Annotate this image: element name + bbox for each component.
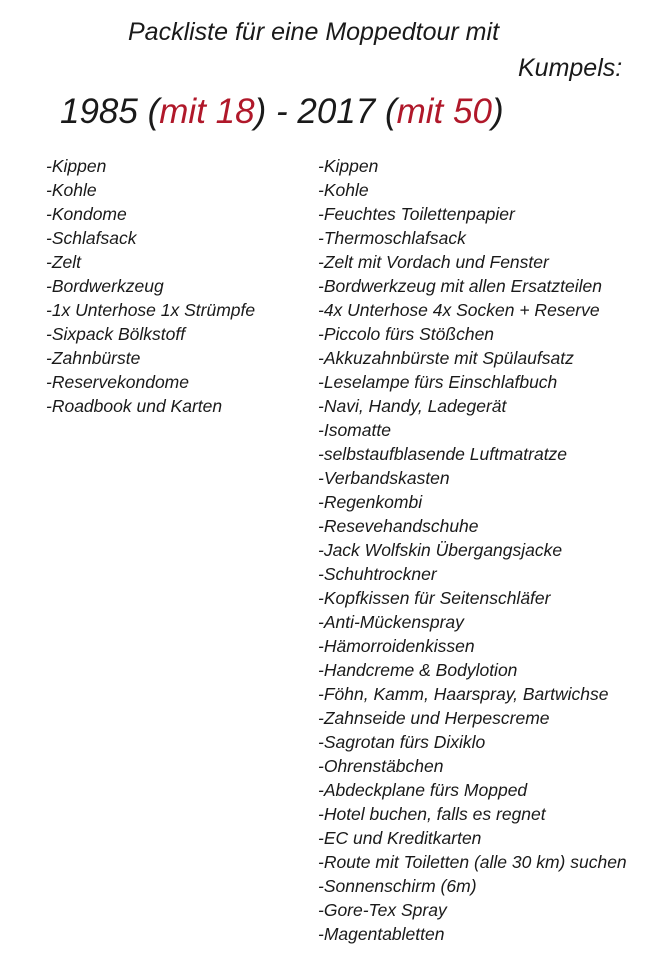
- list-item: -Sagrotan fürs Dixiklo: [318, 732, 486, 752]
- list-item: -Kondome: [46, 204, 127, 224]
- list-item: -Schlafsack: [46, 228, 137, 248]
- year-2017: 2017: [297, 92, 376, 131]
- list-item: -Bordwerkzeug: [46, 276, 164, 296]
- list-item: -Zelt mit Vordach und Fenster: [318, 252, 549, 272]
- list-item: -EC und Kreditkarten: [318, 828, 482, 848]
- list-item: -Feuchtes Toilettenpapier: [318, 204, 515, 224]
- list-item: -Gore-Tex Spray: [318, 900, 447, 920]
- list-item: -Föhn, Kamm, Haarspray, Bartwichse: [318, 684, 609, 704]
- list-item: -Navi, Handy, Ladegerät: [318, 396, 507, 416]
- list-item: -4x Unterhose 4x Socken + Reserve: [318, 300, 600, 320]
- list-item: -Isomatte: [318, 420, 391, 440]
- list-item: -Roadbook und Karten: [46, 396, 223, 416]
- packlist-2017: [318, 154, 627, 946]
- list-item: -Verbandskasten: [318, 468, 450, 488]
- list-item: -Kohle: [46, 180, 97, 200]
- list-item: -Sixpack Bölkstoff: [46, 324, 186, 344]
- list-item: -selbstaufblasende Luftmatratze: [318, 444, 568, 464]
- year-1985: 1985: [60, 92, 138, 131]
- list-item: -Schuhtrockner: [318, 564, 437, 584]
- list-item: -Abdeckplane fürs Mopped: [318, 780, 528, 800]
- list-item: -Zahnseide und Herpescreme: [318, 708, 550, 728]
- list-item: -Handcreme & Bodylotion: [318, 660, 518, 680]
- list-item: -Akkuzahnbürste mit Spülaufsatz: [318, 348, 574, 368]
- title-line-2: Kumpels:: [518, 54, 623, 82]
- list-item: -Kopfkissen für Seitenschläfer: [318, 588, 551, 608]
- list-item: -Magentabletten: [318, 924, 445, 944]
- list-item: -Zahnbürste: [46, 348, 141, 368]
- list-item: -Zelt: [46, 252, 81, 272]
- list-item: -Hämorroidenkissen: [318, 636, 475, 656]
- list-item: -Piccolo fürs Stößchen: [318, 324, 495, 344]
- title-line-1: Packliste für eine Moppedtour mit: [128, 18, 500, 46]
- years-separator: -: [275, 92, 288, 131]
- packlist-1985: [46, 154, 255, 418]
- list-item: -Kippen: [46, 156, 107, 176]
- list-item: -Resevehandschuhe: [318, 516, 479, 536]
- list-item: -Regenkombi: [318, 492, 423, 512]
- years-heading: 1985 (mit 18) - 2017 (mit 50): [60, 92, 504, 131]
- list-item: -Sonnenschirm (6m): [318, 876, 477, 896]
- list-item: -Reservekondome: [46, 372, 189, 392]
- list-item: -Thermoschlafsack: [318, 228, 466, 248]
- list-item: -Jack Wolfskin Übergangsjacke: [318, 540, 563, 560]
- list-item: -Route mit Toiletten (alle 30 km) suchen: [318, 852, 627, 872]
- list-item: -Leselampe fürs Einschlafbuch: [318, 372, 558, 392]
- list-item: -1x Unterhose 1x Strümpfe: [46, 300, 256, 320]
- list-item: -Bordwerkzeug mit allen Ersatzteilen: [318, 276, 603, 296]
- list-item: -Ohrenstäbchen: [318, 756, 444, 776]
- list-item: -Hotel buchen, falls es regnet: [318, 804, 546, 824]
- list-item: -Anti-Mückenspray: [318, 612, 464, 632]
- list-item: -Kohle: [318, 180, 369, 200]
- age-50: mit 50: [396, 92, 492, 131]
- list-item: -Kippen: [318, 156, 379, 176]
- age-18: mit 18: [159, 92, 255, 131]
